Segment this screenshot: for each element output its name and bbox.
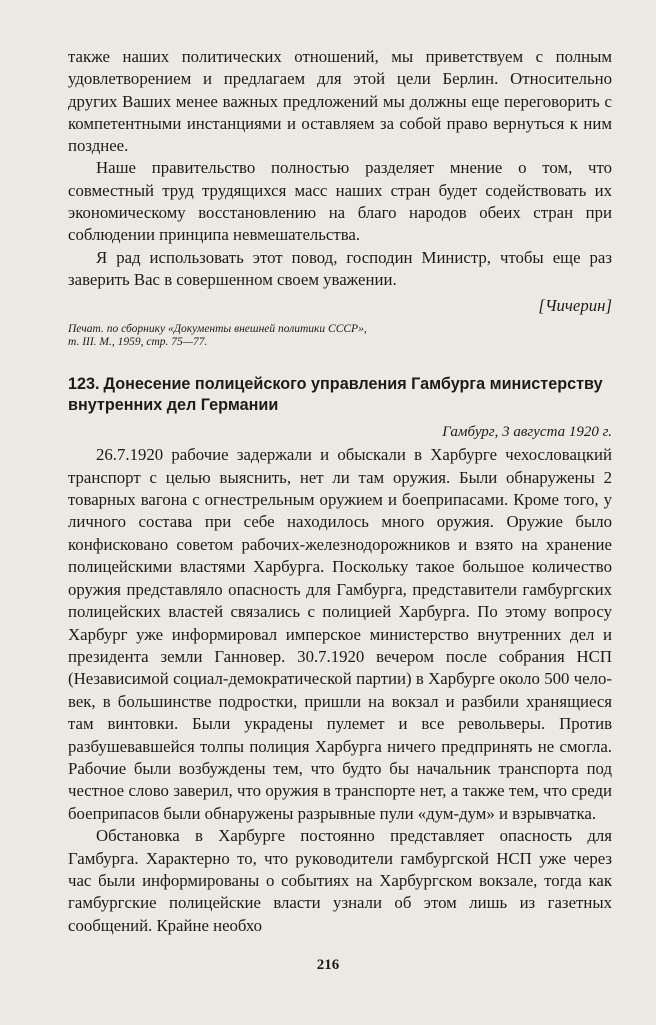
document-123: [68, 374, 612, 937]
document-paragraph: Обстановка в Харбурге постоянно представляет опасность для Гамбурга. Характерно то, что руководители гамбургской НСП уже через час были информированы о событиях на Харбургском вокзале, тогда как гамбургские полицейские власти узнали об этом лишь из газетных сообщений. Крайне необхо: [68, 826, 612, 935]
document-place-date: Гамбург, 3 августа 1920 г.: [442, 424, 612, 441]
document-title: Донесение полицейского управления Гамбурга министерству внутренних дел Германии: [68, 375, 603, 415]
letter-paragraph: Я рад использовать этот повод, господин Министр, чтобы еще раз заверить Вас в совершенном своем уважении.: [68, 247, 612, 289]
document-number: 123.: [68, 375, 100, 394]
previous-letter-ending: [68, 46, 612, 348]
document-paragraph: 26.7.1920 рабочие задержали и обыскали в Харбурге чехословацкий транспорт с целью выяснить, нет ли там оружия. Были обнаружены 2 товарных вагона с огнестрельным оружием и боеприпасами. Кроме того, у личного состава при себе находилось много оружия. Оружие было конфисковано советом рабочих-железнодорожников и взято на хранение полицейскими властями Харбурга. Поскольку такое большое количество оружия представляло опасность для Гамбурга, представители гамбургских полицейских властей связались с полицией Харбурга. По этому вопросу Харбург уже информировал имперское министерство внутренних дел и президента земли Ганновер. 30.7.1920 вечером после собрания НСП (Независимой социал-демократической партии) в Харбурге около 500 человек, в большинстве подростки, пришли на вокзал и разбили хранящиеся там винтовки. Были украдены пулемет и все револьверы. Против разбушевавшейся толпы полиция Харбурга ничего предпринять не смогла. Рабочие были возбуждены тем, что будто бы начальник транспорта под честное слово заверил, что оружия в транспорте нет, а также тем, что среди боеприпасов были обнаружены разрывные пули «дум-дум» и взрывчатка.: [68, 445, 612, 823]
letter-paragraph: также наших политических отношений, мы приветствуем с полным удовлетворением и предлагаем для этой цели Берлин. Относительно других Ваших менее важных предложений мы должны еще переговорить с компетентными инстанциями и оставляем за собой право вернуться к ним позднее.: [68, 47, 612, 156]
source-note: Печат. по сборнику «Документы внешней политики СССР», т. III. М., 1959, стр. 75—77.: [68, 323, 367, 348]
document-body: [68, 444, 612, 937]
signature: [Чичерин]: [538, 296, 612, 316]
page-number: 216: [316, 957, 340, 973]
letter-paragraph: Наше правительство полностью разделяет мнение о том, что совместный труд трудящихся масс наших стран будет содействовать их экономическому восстановлению на благо народов обеих стран при соблюдении принципа невмешательства.: [68, 158, 612, 245]
document-heading: [68, 374, 612, 416]
